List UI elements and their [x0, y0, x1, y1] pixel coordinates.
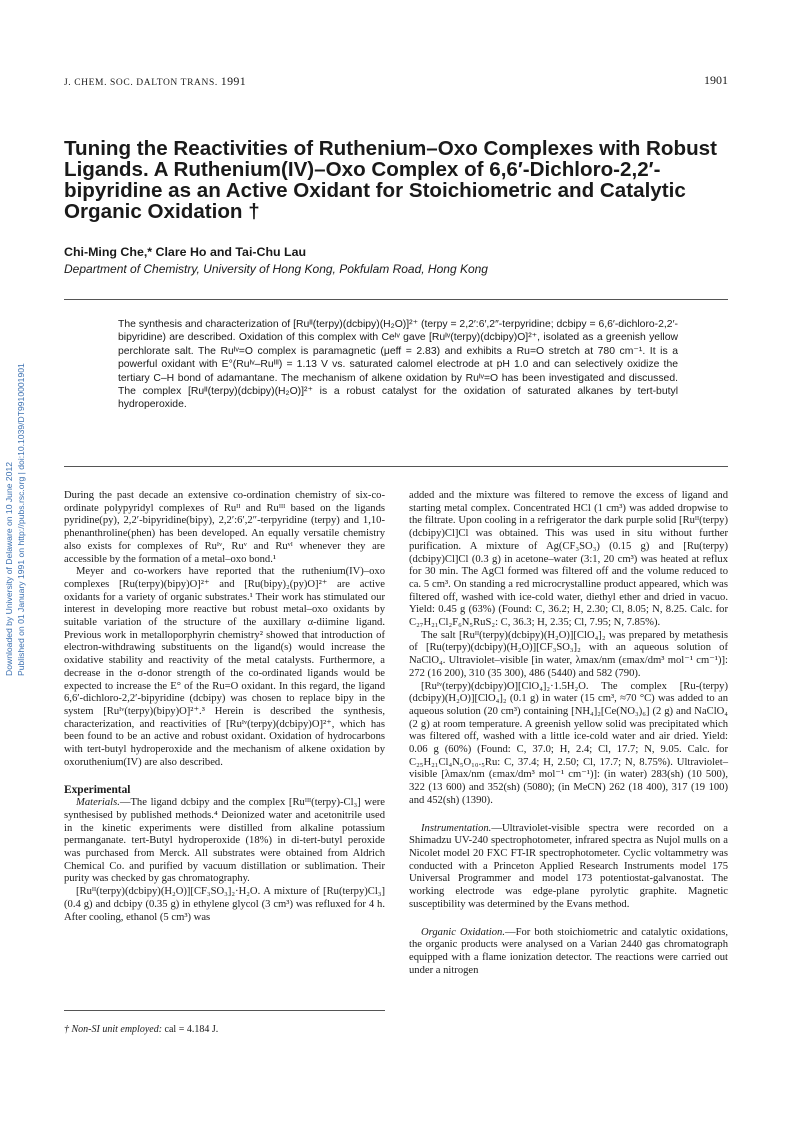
- intro-paragraph-2: Meyer and co-workers have reported that the ruthenium(IV)–oxo complexes [Ru(terpy)(bipy)O]²⁺ and [Ru(bipy)₂(py)O]²⁺ are active oxidants for a variety of organic substrates.¹ Their work has stimulated our interest in developing more reactive but robust metal–oxo oxidants by suitable variation of the structure of the auxillary α-diimine ligand. Previous work in metalloporphyrin chemistry² showed that introduction of electron-withdrawing substituents on the ligand(s) would increase the oxidative stability and reactivity of the metal catalysts. Furthermore, a decrease in the σ-donor strength of the co-ordinated ligands would be expected to increase the E° of the Ru=O oxidant. In this regard, the ligand 6,6′-dichloro-2,2′-bipyridine (dcbipy) was chosen to replace bipy in the system [Ruᴵᵛ(terpy)(bipy)O]²⁺.³ Herein is described the synthesis, characterization, and reactivities of [Ruᴵᵛ(terpy)(dcbipy)O]²⁺, which has been found to be an active and robust oxidant. Oxidation of hydrocarbons with tert-butyl hydroperoxide and the mechanism of alkene oxidation by oxoruthenium(IV) are also described.: [64, 566, 385, 768]
- download-sidebar: [0, 280, 30, 680]
- abstract: The synthesis and characterization of [Ruᴵᴵ(terpy)(dcbipy)(H₂O)]²⁺ (terpy = 2,2′:6′,2″-terpyridine; dcbipy = 6,6′-dichloro-2,2′-bipyridine) are described. Oxidation of this complex with Ceᴵᵛ gave [Ruᴵᵛ(terpy)(dcbipy)O]²⁺, isolated as a greenish yellow perchlorate salt. The Ruᴵᵛ=O complex is paramagnetic (μeff = 2.83) and exhibits a Ru=O stretch at 780 cm⁻¹. It is a powerful oxidant with E°(Ruᴵᵛ–Ruᴵᴵᴵ) = 1.13 V vs. saturated calomel electrode at pH 1.0 and can selectively oxidize the tertiary C–H bond of adamantane. The mechanism of alkene oxidation by Ruᴵᵛ=O has been investigated and discussed. The complex [Ruᴵᴵ(terpy)(dcbipy)(H₂O)]²⁺ is a robust catalyst for the oxidation of saturated alkanes by tert-butyl hydroperoxide.: [118, 319, 678, 411]
- journal-year: 1991: [220, 74, 246, 88]
- author-list: Chi-Ming Che,* Clare Ho and Tai-Chu Lau: [64, 245, 307, 259]
- section-gap: [409, 808, 728, 823]
- author-affiliation: Department of Chemistry, University of Hong Kong, Pokfulam Road, Hong Kong: [64, 262, 488, 276]
- organic-oxidation-text: —For both stoichiometric and catalytic oxidations, the organic products were analysed on a Varian 2440 gas chromatograph equipped with a flame ionization detector. The reactions were carried out under a nitrogen: [409, 926, 728, 976]
- footnote-label: † Non-SI unit employed:: [64, 1024, 163, 1035]
- left-column: [64, 490, 385, 924]
- download-notice[interactable]: Downloaded by University of Delaware on 10 June 2012: [4, 461, 14, 676]
- experimental-heading: Experimental: [64, 784, 131, 797]
- ruiv-oxo-paragraph: [Ruᴵᵛ(terpy)(dcbipy)O][ClO₄]₂·1.5H₂O. The complex [Ru-(terpy)(dcbipy)(H₂O)][ClO₄]₂ (0.1 g) in water (15 cm³, ≈70 °C) was added to an aqueous solution (20 cm³) containing [NH₄]₂[Ce(NO₃)₆] (2 g) and NaClO₄ (2 g) at room temperature. A greenish yellow solid was precipitated which was filtered off, washed with a little ice-cold water and air dried. Yield: 0.06 g (60%) (Found: C, 37.0; H, 2.4; Cl, 17.7; N, 9.05. Calc. for C₂₅H₂₁Cl₄N₅O₁₀.₅Ru: C, 37.4; H, 2.50; Cl, 17.7; N, 8.75%). Ultraviolet–visible [λmax/nm (εmax/dm³ mol⁻¹ cm⁻¹)]: (in water) 283(sh) (10 500), 322 (13 600) and 352(sh) (5080); (in MeCN) 262 (18 400), 317 (19 100) and 452(sh) (1390).: [409, 680, 728, 806]
- article-title: Tuning the Reactivities of Ruthenium–Oxo Complexes with Robust Ligands. A Ruthenium(IV)–Oxo Complex of 6,6′-Dichloro-2,2′-bipyridine as an Active Oxidant for Stoichiometric and Catalytic Organic Oxidation †: [64, 137, 717, 223]
- instrumentation-label: Instrumentation.: [421, 822, 492, 834]
- abstract-top-rule: [64, 299, 728, 300]
- instrumentation-text: —Ultraviolet-visible spectra were recorded on a Shimadzu UV-240 spectrophotometer, infrared spectra as Nujol mulls on a Nicolet model 20 FXC FT-IR spectrophotometer. Cyclic voltammetry was conducted with a Princeton Applied Research Instruments model 175 Universal Programmer and model 173 potentiostat-galvanostat. The working electrode was edge-plane pyrolytic graphite. Magnetic susceptibility was determined by the Evans method.: [409, 822, 728, 910]
- publication-doi-notice[interactable]: Published on 01 January 1991 on http://pubs.rsc.org | doi:10.1039/DT9910001901: [16, 363, 26, 676]
- journal-citation: J. CHEM. SOC. DALTON TRANS. 1991: [64, 74, 246, 88]
- synthesis-continued: added and the mixture was filtered to remove the excess of ligand and starting metal complex. Concentrated HCl (1 cm³) was added dropwise to the filtrate. Upon cooling in a refrigerator the dark purple solid [Ruᴵᴵ(terpy)(dcbipy)Cl]Cl was obtained. This was used in situ without further purification. A mixture of Ag(CF₃SO₃) (0.15 g) and [Ru(terpy)(dcbipy)Cl]Cl (0.3 g) in acetone–water (3:1, 20 cm³) was heated at reflux for 30 min. The AgCl formed was filtered off and the volume reduced to ca. 5 cm³. On standing a red microcrystalline product appeared, which was filtered off, washed with ice-cold water, diethyl ether and dried in vacuo. Yield: 0.45 g (63%) (Found: C, 36.2; H, 2.30; Cl, 8.05; N, 8.25. Calc. for C₂₇H₂₁Cl₂F₆N₅RuS₂: C, 36.3; H, 2.35; Cl, 7.95; N, 7.85%).: [409, 490, 728, 629]
- intro-paragraph-1: During the past decade an extensive co-ordination chemistry of six-co-ordinate polypyridyl complexes of Ruᴵᴵ and Ruᴵᴵᴵ based on the ligands pyridine(py), 2,2′-bipyridine(bipy), 2,2′:6′,2″-terpyridine (terpy) and 1,10-phenanthroline(phen) has been developed. An equally versatile chemistry also exists for complexes of Ruᴵᵛ, Ruᵛ and Ruᵛᴵ whenever they are accessible by the formation of a metal–oxo bond.¹: [64, 490, 385, 565]
- perchlorate-salt-paragraph: The salt [Ruᴵᴵ(terpy)(dcbipy)(H₂O)][ClO₄]₂ was prepared by metathesis of [Ru(terpy)(dcbipy)(H₂O)][CF₃SO₃]₂ with an aqueous solution of NaClO₄. Ultraviolet–visible [in water, λmax/nm (εmax/dm³ mol⁻¹ cm⁻¹)]: 272 (16 200), 310 (35 300), 486 (5440) and 582 (790).: [409, 629, 728, 679]
- running-head: [64, 74, 728, 90]
- footnote-rule: [64, 1010, 385, 1011]
- section-gap: [64, 769, 385, 784]
- materials-text: —The ligand dcbipy and the complex [Ruᴵᴵᴵ(terpy)-Cl₃] were synthesised by published methods.⁴ Deionized water and acetonitrile used in the kinetic experiments were distilled from alkaline potassium permanganate. tert-Butyl hydroperoxide (18%) in di-tert-butyl peroxide was purchased from Merck. All substrates were obtained from Aldrich Chemical Co. and purified by vacuum distillation or sublimation. Their purity was checked by gas chromatography.: [64, 797, 385, 885]
- synthesis-paragraph: [Ruᴵᴵ(terpy)(dcbipy)(H₂O)][CF₃SO₃]₂·H₂O. A mixture of [Ru(terpy)Cl₃] (0.4 g) and dcbipy (0.35 g) in ethylene glycol (3 cm³) was refluxed for 4 h. After cooling, ethanol (5 cm³) was: [64, 886, 385, 923]
- right-column: [409, 490, 728, 977]
- footnote-text: cal = 4.184 J.: [164, 1024, 219, 1035]
- organic-oxidation-paragraph: [409, 927, 728, 978]
- section-gap: [409, 912, 728, 927]
- abstract-bottom-rule: [64, 466, 728, 467]
- materials-paragraph: [64, 797, 385, 886]
- page-number: 1901: [704, 73, 728, 87]
- footnote: [64, 1024, 218, 1035]
- organic-oxidation-label: Organic Oxidation.: [421, 926, 505, 938]
- instrumentation-paragraph: [409, 823, 728, 912]
- materials-label: Materials.: [76, 797, 120, 809]
